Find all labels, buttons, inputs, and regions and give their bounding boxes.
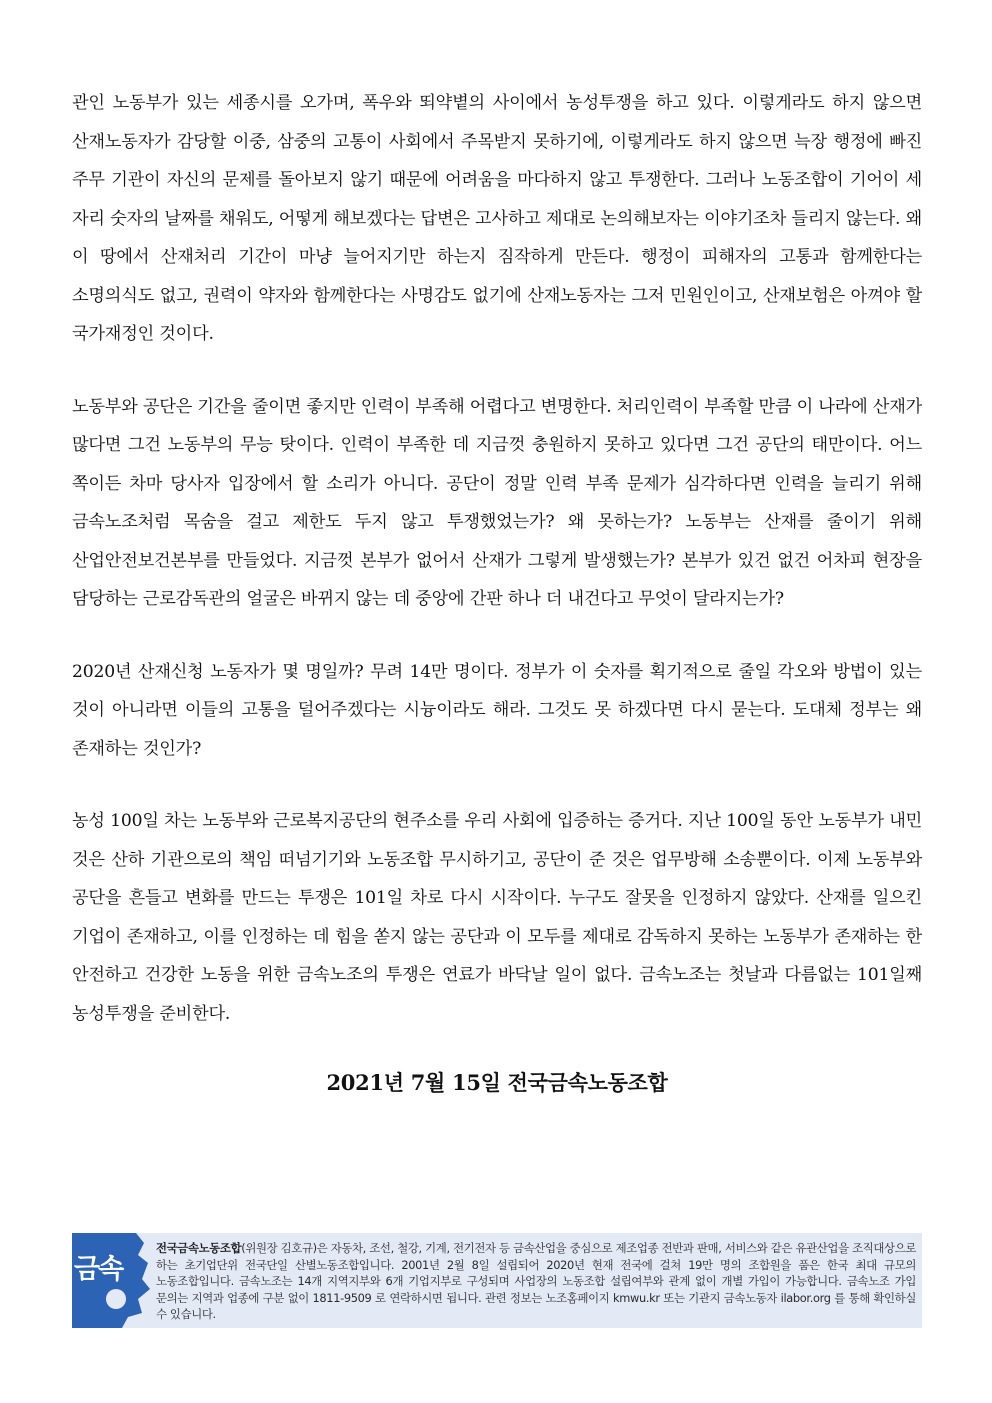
logo-text: 금속	[74, 1254, 123, 1285]
footer-info-box	[72, 1233, 922, 1328]
signature-line: 2021년 7월 15일 전국금속노동조합	[326, 1070, 668, 1095]
footer-body-text: (위원장 김호규)은 자동차, 조선, 철강, 기계, 전기전자 등 금속산업을 중심으로 제조업종 전반과 판매, 서비스와 같은 유관산업을 조직대상으로 하는 초기업단위 전국단일 산별노동조합입니다. 2001년 2월 8일 설립되어 2020년 현재 전국에 걸쳐 19만 명의 조합원을 품은 한국 최대 규모의 노동조합입니다. 금속노조는 14개 지역지부와 6개 기업지부로 구성되며 사업장의 노동조합 설립여부와 관계 없이 개별 가입이 가능합니다. 금속노조 가입 문의는 지역과 업종에 구분 없이 1811-9509 로 연락하시면 됩니다. 관련 정보는 노조홈페이지 kmwu.kr 또는 기관지 금속노동자 ilabor.org 를 통해 확인하실 수 있습니다.	[156, 1241, 916, 1322]
paragraph-3: 2020년 산재신청 노동자가 몇 명일까? 무려 14만 명이다. 정부가 이 숫자를 획기적으로 줄일 각오와 방법이 있는 것이 아니라면 이들의 고통을 덜어주겠다는 시늉이라도 해라. 그것도 못 하겠다면 다시 묻는다. 도대체 정부는 왜 존재하는 것인가?	[72, 661, 922, 759]
paragraph-1: 관인 노동부가 있는 세종시를 오가며, 폭우와 뙤약볕의 사이에서 농성투쟁을 하고 있다. 이렇게라도 하지 않으면 산재노동자가 감당할 이중, 삼중의 고통이 사회에서 주목받지 못하기에, 이렇게라도 하지 않으면 늑장 행정에 빠진 주무 기관이 자신의 문제를 돌아보지 않기 때문에 어려움을 마다하지 않고 투쟁한다. 그러나 노동조합이 기어이 세 자리 숫자의 날짜를 채워도, 어떻게 해보겠다는 답변은 고사하고 제대로 논의해보자는 이야기조차 들리지 않는다. 왜 이 땅에서 산재처리 기간이 마냥 늘어지기만 하는지 짐작하게 만든다. 행정이 피해자의 고통과 함께한다는 소명의식도 없고, 권력이 약자와 함께한다는 사명감도 없기에 산재노동자는 그저 민원인이고, 산재보험은 아껴야 할 국가재정인 것이다.	[72, 93, 922, 344]
footer-org-name: 전국금속노동조합	[156, 1241, 242, 1255]
footer-description	[150, 1233, 922, 1323]
paragraph-2: 노동부와 공단은 기간을 줄이면 좋지만 인력이 부족해 어렵다고 변명한다. 처리인력이 부족할 만큼 이 나라에 산재가 많다면 그건 노동부의 무능 탓이다. 인력이 부족한 데 지금껏 충원하지 못하고 있다면 그건 공단의 태만이다. 어느 쪽이든 차마 당사자 입장에서 할 소리가 아니다. 공단이 정말 인력 부족 문제가 심각하다면 인력을 늘리기 위해 금속노조처럼 목숨을 걸고 제한도 두지 않고 투쟁했었는가? 왜 못하는가? 노동부는 산재를 줄이기 위해 산업안전보건본부를 만들었다. 지금껏 본부가 없어서 산재가 그렇게 발생했는가? 본부가 있건 없건 어차피 현장을 담당하는 근로감독관의 얼굴은 바뀌지 않는 데 중앙에 간판 하나 더 내건다고 무엇이 달라지는가?	[72, 396, 922, 609]
union-logo	[72, 1233, 150, 1328]
document-body	[72, 84, 922, 1097]
paragraph-4: 농성 100일 차는 노동부와 근로복지공단의 현주소를 우리 사회에 입증하는 증거다. 지난 100일 동안 노동부가 내민 것은 산하 기관으로의 책임 떠넘기기와 노동조합 무시하기고, 공단이 준 것은 업무방해 소송뿐이다. 이제 노동부와 공단을 흔들고 변화를 만드는 투쟁은 101일 차로 다시 시작이다. 누구도 잘못을 인정하지 않았다. 산재를 일으킨 기업이 존재하고, 이를 인정하는 데 힘을 쏟지 않는 공단과 이 모두를 제대로 감독하지 못하는 노동부가 존재하는 한 안전하고 건강한 노동을 위한 금속노조의 투쟁은 연료가 바닥날 일이 없다. 금속노조는 첫날과 다름없는 101일째 농성투쟁을 준비한다.	[72, 811, 922, 1024]
